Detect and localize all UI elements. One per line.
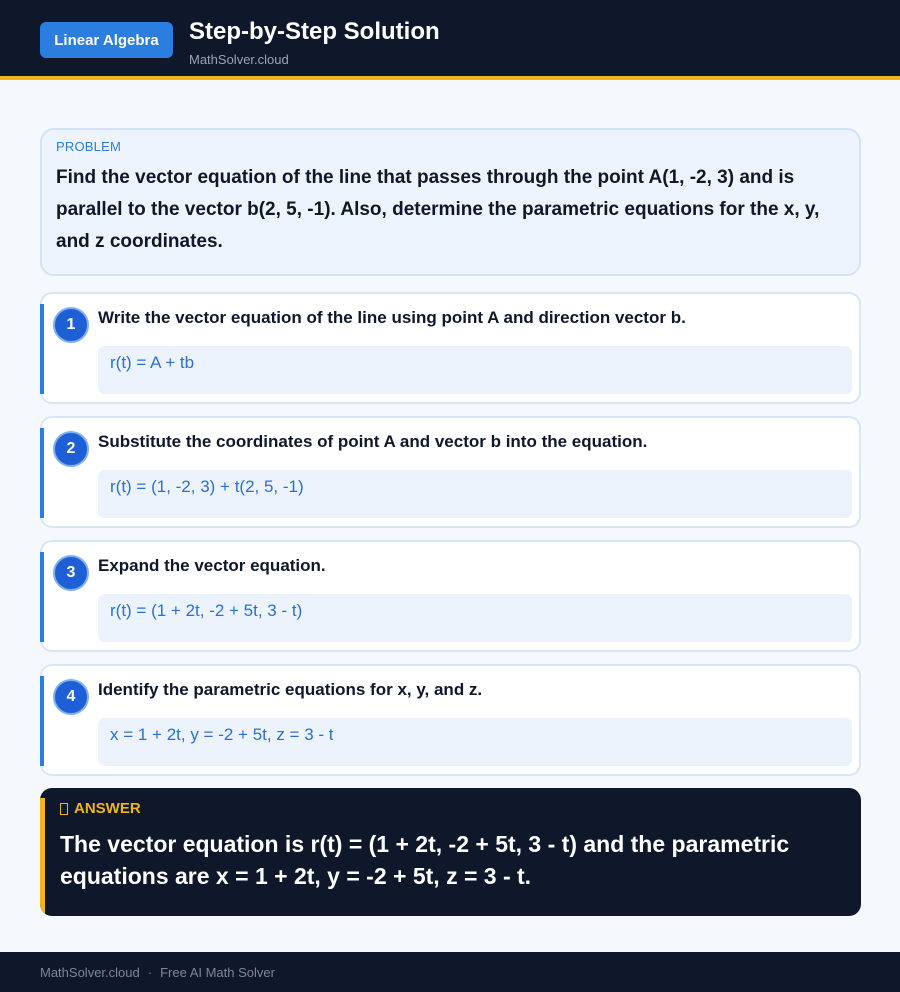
- step-formula: r(t) = (1 + 2t, -2 + 5t, 3 - t): [98, 594, 852, 642]
- answer-icon: [60, 803, 68, 815]
- step-accent-bar: [40, 676, 44, 766]
- step-card: [40, 540, 861, 652]
- answer-card: [40, 788, 861, 916]
- step-card: [40, 664, 861, 776]
- step-card: [40, 416, 861, 528]
- step-formula: x = 1 + 2t, y = -2 + 5t, z = 3 - t: [98, 718, 852, 766]
- step-number: 4: [53, 679, 89, 715]
- footer-tagline: Free AI Math Solver: [160, 964, 275, 980]
- step-title: Expand the vector equation.: [98, 556, 326, 575]
- footer-site-link[interactable]: MathSolver.cloud: [40, 964, 140, 980]
- step-title: Substitute the coordinates of point A and vector b into the equation.: [98, 432, 648, 451]
- step-formula: r(t) = (1, -2, 3) + t(2, 5, -1): [98, 470, 852, 518]
- step-number: 1: [53, 307, 89, 343]
- step-accent-bar: [40, 304, 44, 394]
- page-header: [0, 0, 900, 80]
- page-footer: [0, 952, 900, 992]
- topic-badge[interactable]: Linear Algebra: [40, 22, 173, 58]
- answer-text: The vector equation is r(t) = (1 + 2t, -2 + 5t, 3 - t) and the parametric equations are x = 1 + 2t, y = -2 + 5t, z = 3 - t.: [60, 831, 790, 889]
- problem-text: Find the vector equation of the line that passes through the point A(1, -2, 3) and is parallel to the vector b(2, 5, -1). Also, determine the parametric equations for the x, y, and z coordinates.: [56, 167, 820, 252]
- step-accent-bar: [40, 552, 44, 642]
- answer-label: ANSWER: [74, 800, 141, 817]
- step-title: Identify the parametric equations for x, y, and z.: [98, 680, 483, 699]
- footer-separator: ·: [147, 964, 153, 980]
- page-title: Step-by-Step Solution: [189, 18, 440, 45]
- problem-label: PROBLEM: [56, 139, 121, 154]
- answer-header: [60, 800, 141, 817]
- answer-accent-bar: [40, 798, 45, 916]
- step-formula: r(t) = A + tb: [98, 346, 852, 394]
- problem-card: [40, 128, 861, 276]
- step-number: 2: [53, 431, 89, 467]
- step-accent-bar: [40, 428, 44, 518]
- step-number: 3: [53, 555, 89, 591]
- site-name[interactable]: MathSolver.cloud: [189, 52, 289, 67]
- step-title: Write the vector equation of the line using point A and direction vector b.: [98, 308, 686, 327]
- step-card: [40, 292, 861, 404]
